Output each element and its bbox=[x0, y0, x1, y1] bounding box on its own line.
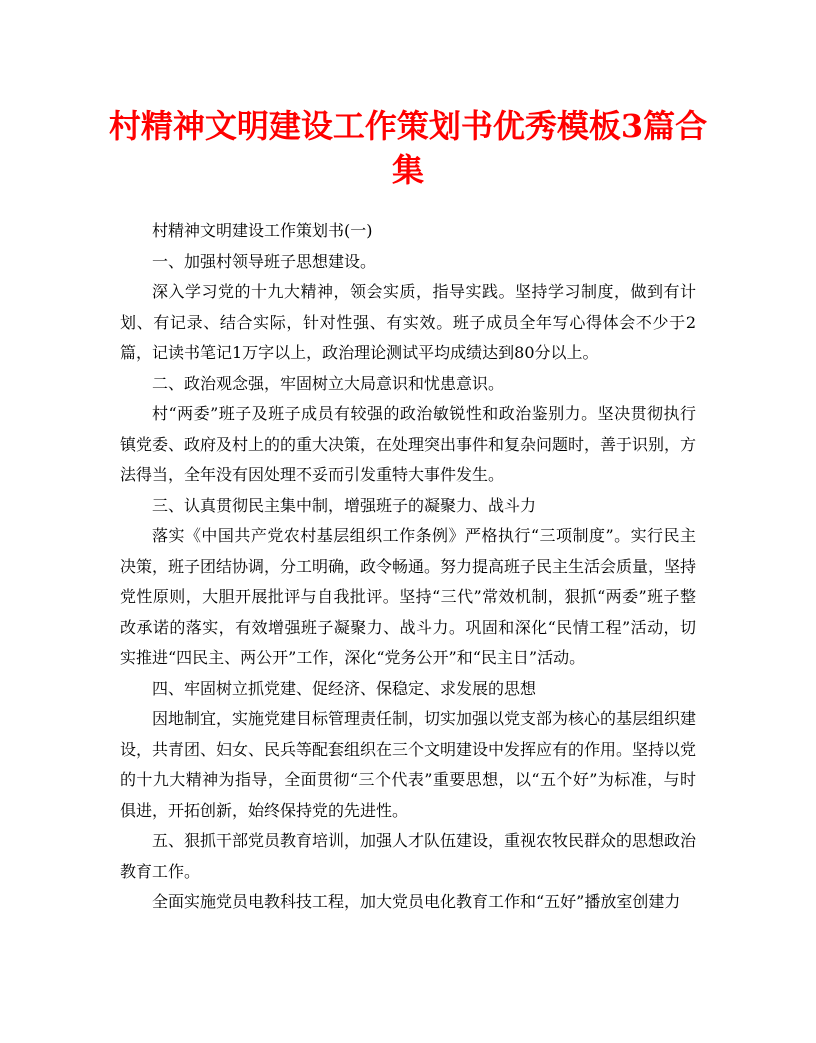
paragraph: 村“两委”班子及班子成员有较强的政治敏锐性和政治鉴别力。坚决贯彻执行镇党委、政府及村上的的重大决策，在处理突出事件和复杂问题时，善于识别，方法得当，全年没有因处理不妥而引发重特大事件发生。 bbox=[120, 404, 697, 484]
paragraph: 一、加强村领导班子思想建设。 bbox=[152, 251, 377, 271]
paragraph: 落实《中国共产党农村基层组织工作条例》严格执行“三项制度”。实行民主决策，班子团结协调，分工明确，政令畅通。努力提高班子民主生活会质量，坚持党性原则，大胆开展批评与自我批评。坚持“三代”常效机制，狠抓“两委”班子整改承诺的落实，有效增强班子凝聚力、战斗力。巩固和深化“民情工程”活动，切实推进“四民主、两公开”工作，深化“党务公开”和“民主日”活动。 bbox=[120, 526, 697, 667]
paragraph: 四、牢固树立抓党建、促经济、保稳定、求发展的思想 bbox=[152, 678, 537, 698]
paragraph: 五、狠抓干部党员教育培训，加强人才队伍建设，重视农牧民群众的思想政治教育工作。 bbox=[120, 831, 697, 881]
paragraph: 深入学习党的十九大精神，领会实质，指导实践。坚持学习制度，做到有计划、有记录、结合实际，针对性强、有实效。班子成员全年写心得体会不少于2篇，记读书笔记1万字以上，政治理论测试平均成绩达到80分以上。 bbox=[120, 282, 696, 362]
paragraph: 三、认真贯彻民主集中制，增强班子的凝聚力、战斗力 bbox=[152, 495, 537, 515]
paragraph: 二、政治观念强，牢固树立大局意识和忧患意识。 bbox=[152, 373, 505, 393]
paragraph: 村精神文明建设工作策划书(一) bbox=[152, 221, 373, 240]
document-body bbox=[120, 216, 696, 918]
paragraph: 因地制宜，实施党建目标管理责任制，切实加强以党支部为核心的基层组织建设，共青团、妇女、民兵等配套组织在三个文明建设中发挥应有的作用。坚持以党的十九大精神为指导，全面贯彻“三个代表”重要思想，以“五个好”为标准，与时俱进，开拓创新，始终保持党的先进性。 bbox=[120, 709, 697, 820]
document-title: 村精神文明建设工作策划书优秀模板3篇合集 bbox=[108, 107, 708, 189]
paragraph: 全面实施党员电教科技工程，加大党员电化教育工作和“五好”播放室创建力 bbox=[152, 892, 681, 911]
